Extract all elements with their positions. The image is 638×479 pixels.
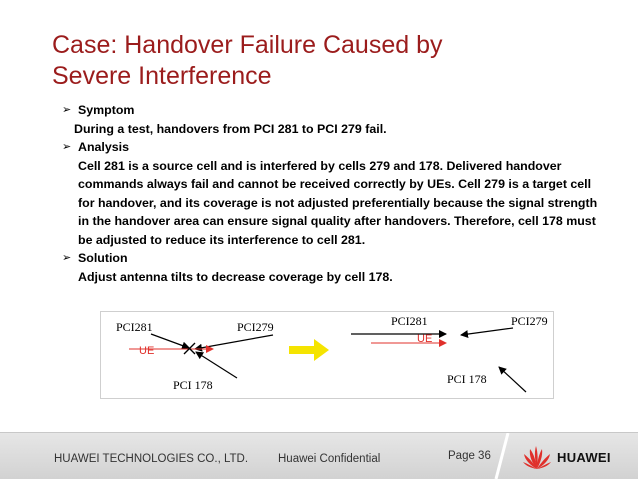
interference-diagram bbox=[100, 311, 554, 399]
after-pci279-signal-line bbox=[461, 328, 513, 335]
after-pci178-interference-line bbox=[499, 367, 526, 392]
before-pci281-label: PCI281 bbox=[116, 320, 153, 334]
solution-text: Adjust antenna tilts to decrease coverage by cell 178. bbox=[78, 269, 393, 284]
footer-company: HUAWEI TECHNOLOGIES CO., LTD. bbox=[54, 453, 249, 465]
footer-page-number: Page 36 bbox=[448, 450, 491, 462]
slide-title bbox=[52, 30, 612, 92]
huawei-logo-icon bbox=[522, 443, 552, 471]
title-line-2: Severe Interference bbox=[52, 62, 272, 90]
after-pci279-label: PCI279 bbox=[511, 314, 548, 328]
bullet-arrow-icon: ➢ bbox=[62, 104, 72, 116]
analysis-heading bbox=[62, 138, 612, 157]
after-pci178-label: PCI 178 bbox=[447, 372, 487, 386]
symptom-heading-label: Symptom bbox=[78, 103, 135, 117]
after-pci281-label: PCI281 bbox=[391, 314, 428, 328]
slide-body bbox=[62, 101, 612, 286]
before-ue-label: UE bbox=[139, 345, 155, 357]
title-line-1: Case: Handover Failure Caused by bbox=[52, 31, 443, 59]
analysis-line: for handover, and its coverage is not adjusted preferentially because the signal strength bbox=[78, 195, 598, 210]
symptom-heading bbox=[62, 101, 612, 120]
before-pci178-interference-line bbox=[196, 352, 237, 378]
analysis-heading-label: Analysis bbox=[78, 140, 129, 154]
bullet-arrow-icon: ➢ bbox=[62, 252, 72, 264]
symptom-text: During a test, handovers from PCI 281 to PCI 279 fail. bbox=[74, 121, 387, 136]
analysis-line: Cell 281 is a source cell and is interfered by cells 279 and 178. Delivered handover bbox=[78, 158, 562, 173]
before-pci279-label: PCI279 bbox=[237, 320, 274, 334]
footer-divider-icon bbox=[492, 433, 512, 479]
transition-arrow-icon bbox=[289, 339, 329, 361]
slide-footer bbox=[0, 432, 638, 479]
bullet-arrow-icon: ➢ bbox=[62, 141, 72, 153]
solution-heading-label: Solution bbox=[78, 251, 128, 265]
huawei-logo-text: HUAWEI bbox=[557, 449, 611, 465]
before-pci279-signal-line bbox=[195, 335, 273, 349]
analysis-line: in the handover area can ensure signal quality after handovers. Therefore, cell 178 must bbox=[78, 214, 596, 228]
before-pci281-signal-line bbox=[151, 334, 189, 348]
footer-confidential: Huawei Confidential bbox=[278, 453, 381, 465]
solution-heading bbox=[62, 249, 612, 268]
huawei-logo bbox=[522, 443, 611, 471]
before-pci178-label: PCI 178 bbox=[173, 378, 213, 392]
after-ue-label: UE bbox=[417, 333, 433, 345]
diagram-drawing bbox=[101, 312, 555, 400]
analysis-line: commands always fail and cannot be received correctly by UEs. Cell 279 is a target cell bbox=[78, 177, 592, 191]
analysis-line: be adjusted to reduce its interference to cell 281. bbox=[78, 232, 366, 247]
